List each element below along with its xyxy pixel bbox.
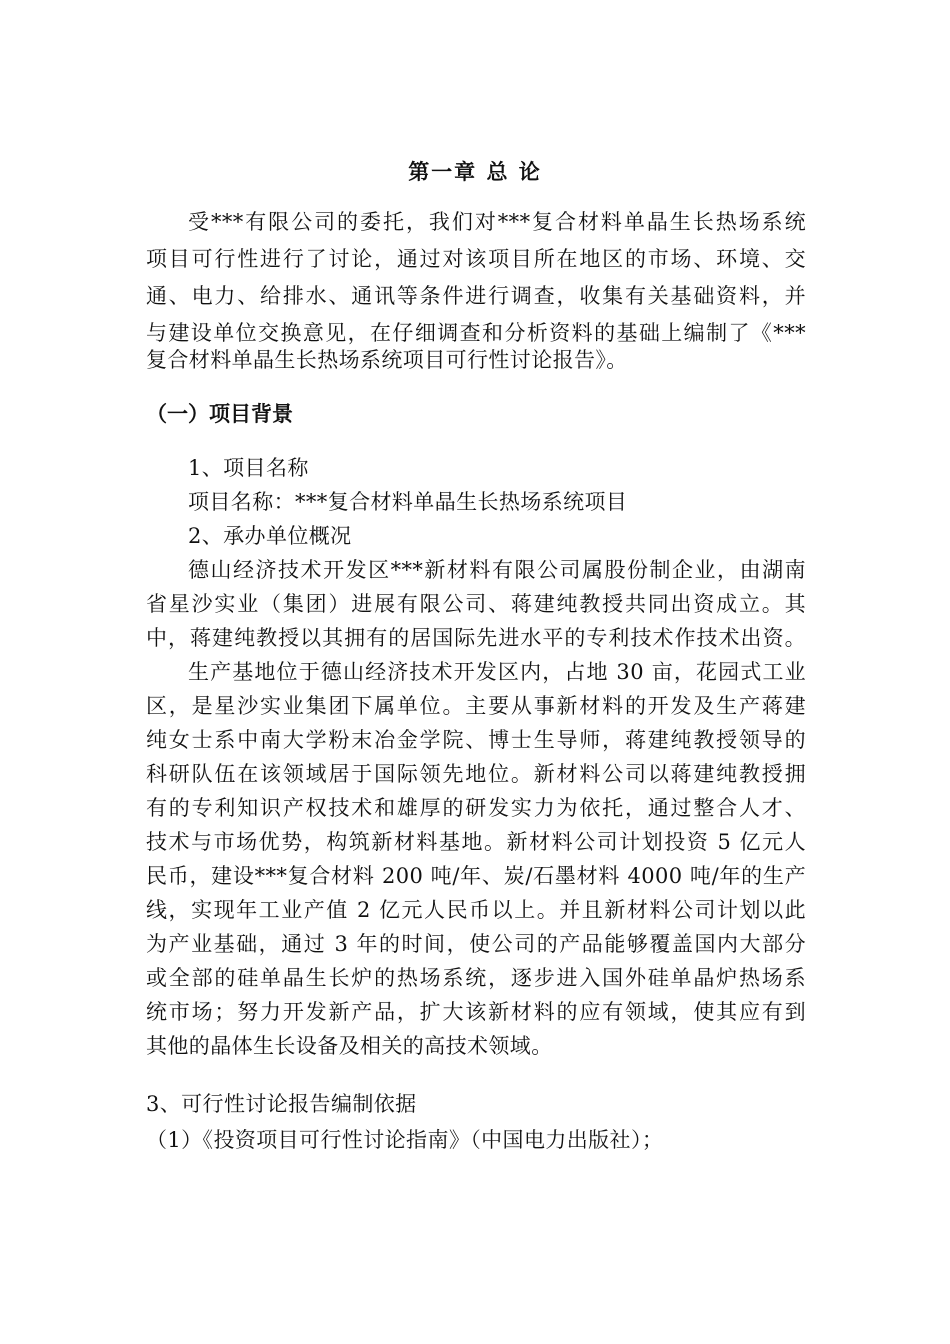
intro-line-1: 受***有限公司的委托，我们对***复合材料单晶生长热场系统 <box>188 210 806 234</box>
item-2-label: 2、承办单位概况 <box>188 524 352 548</box>
para2-line-3: 纯女士系中南大学粉末冶金学院、博士生导师，蒋建纯教授领导的 <box>146 728 806 752</box>
para1-line-3: 中，蒋建纯教授以其拥有的居国际先进水平的专利技术作技术出资。 <box>146 626 806 650</box>
item-3-label: 3、可行性讨论报告编制依据 <box>146 1092 417 1116</box>
para2-line-4: 科研队伍在该领域居于国际领先地位。新材料公司以蒋建纯教授拥 <box>146 762 806 786</box>
para1-line-1: 德山经济技术开发区***新材料有限公司属股份制企业，由湖南 <box>188 558 806 582</box>
para2-line-7: 民币，建设***复合材料 200 吨/年、炭/石墨材料 4000 吨/年的生产 <box>146 864 806 888</box>
para2-line-8: 线，实现年工业产值 2 亿元人民币以上。并且新材料公司计划以此 <box>146 898 806 922</box>
para2-line-2: 区，是星沙实业集团下属单位。主要从事新材料的开发及生产蒋建 <box>146 694 806 718</box>
para2-line-9: 为产业基础，通过 3 年的时间，使公司的产品能够覆盖国内大部分 <box>146 932 806 956</box>
para2-line-1: 生产基地位于德山经济技术开发区内，占地 30 亩，花园式工业 <box>188 660 806 684</box>
para2-line-12: 其他的晶体生长设备及相关的高技术领域。 <box>146 1034 553 1058</box>
intro-line-4: 与建设单位交换意见，在仔细调查和分析资料的基础上编制了《*** <box>146 321 806 345</box>
section-heading-background: （一）项目背景 <box>146 401 293 426</box>
para1-line-2: 省星沙实业（集团）进展有限公司、蒋建纯教授共同出资成立。其 <box>146 592 806 616</box>
item-1-value: 项目名称：***复合材料单晶生长热场系统项目 <box>188 490 628 514</box>
basis-item-1: （1）《投资项目可行性讨论指南》（中国电力出版社）； <box>146 1128 664 1152</box>
para2-line-5: 有的专利知识产权技术和雄厚的研发实力为依托，通过整合人才、 <box>146 796 806 820</box>
item-1-label: 1、项目名称 <box>188 456 309 480</box>
intro-line-5: 复合材料单晶生长热场系统项目可行性讨论报告》。 <box>146 348 628 372</box>
chapter-title: 第一章 总 论 <box>408 159 542 184</box>
para2-line-10: 或全部的硅单晶生长炉的热场系统，逐步进入国外硅单晶炉热场系 <box>146 966 806 990</box>
para2-line-11: 统市场；努力开发新产品，扩大该新材料的应有领域，使其应有到 <box>146 1000 806 1024</box>
intro-line-3: 通、电力、给排水、通讯等条件进行调查，收集有关基础资料，并 <box>146 284 806 308</box>
intro-line-2: 项目可行性进行了讨论，通过对该项目所在地区的市场、环境、交 <box>146 247 806 271</box>
para2-line-6: 技术与市场优势，构筑新材料基地。新材料公司计划投资 5 亿元人 <box>146 830 806 854</box>
